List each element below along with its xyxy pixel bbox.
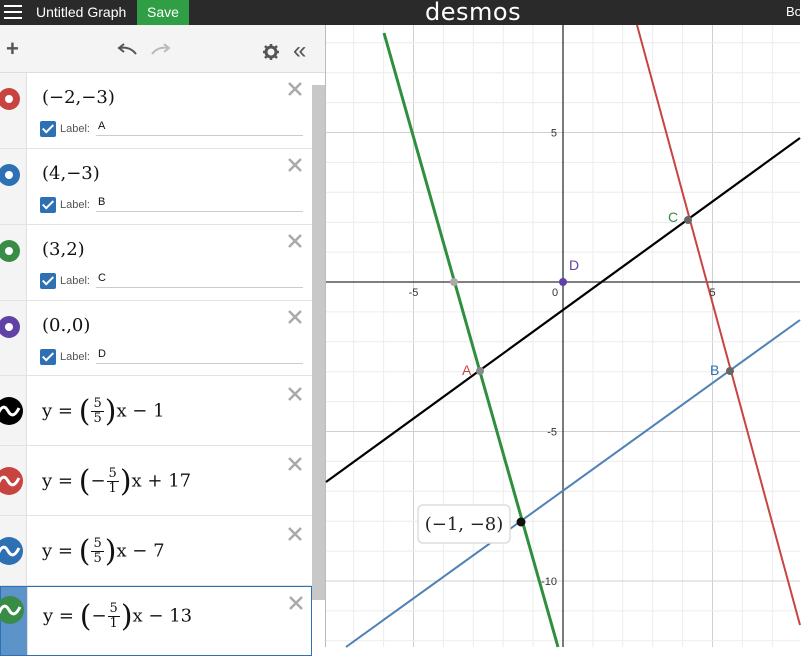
expression-math[interactable] xyxy=(43,599,192,634)
open-paren: ( xyxy=(78,394,91,429)
top-bar xyxy=(0,0,800,25)
label-row xyxy=(40,196,106,213)
expression-line-black[interactable] xyxy=(0,376,312,446)
label-row xyxy=(40,272,106,289)
math-lhs: y = xyxy=(42,540,73,562)
close-paren: ) xyxy=(104,534,117,569)
label-checkbox[interactable] xyxy=(40,349,56,365)
label-text: Label: xyxy=(60,122,90,135)
point-marker xyxy=(476,367,484,375)
point-marker xyxy=(726,367,734,375)
expression-tab[interactable] xyxy=(0,376,27,445)
numerator: 5 xyxy=(108,466,117,481)
close-paren: ) xyxy=(120,599,133,634)
graph-points xyxy=(450,209,734,527)
expression-tab[interactable] xyxy=(0,149,27,224)
expression-tab[interactable] xyxy=(0,73,27,148)
label-row xyxy=(40,120,106,137)
close-icon[interactable] xyxy=(287,81,303,97)
denominator: 5 xyxy=(93,411,102,426)
close-icon[interactable] xyxy=(287,309,303,325)
x-tick-label: 5 xyxy=(709,287,716,299)
point-marker xyxy=(684,216,692,224)
math-sign: − xyxy=(90,470,106,492)
open-paren: ( xyxy=(78,464,91,499)
line-green xyxy=(384,33,558,647)
point-label: D xyxy=(569,257,580,273)
label-row xyxy=(40,348,106,365)
expression-line-green[interactable] xyxy=(0,586,312,656)
fraction xyxy=(108,602,120,631)
expression-list xyxy=(0,73,325,647)
gear-icon[interactable] xyxy=(263,44,279,60)
line-style-icon[interactable] xyxy=(0,396,24,426)
math-rhs: x − 1 xyxy=(116,400,165,422)
label-input[interactable]: C xyxy=(96,272,303,288)
math-rhs: x − 7 xyxy=(116,540,165,562)
expression-math[interactable] xyxy=(42,394,165,429)
point-color-icon[interactable] xyxy=(0,164,20,186)
label-input[interactable]: B xyxy=(96,196,303,212)
scrollbar-thumb[interactable] xyxy=(312,85,325,600)
expression-point-b[interactable] xyxy=(0,149,312,225)
close-icon[interactable] xyxy=(287,233,303,249)
add-expression-icon[interactable]: + xyxy=(6,36,19,61)
close-icon[interactable] xyxy=(287,456,303,472)
expression-math[interactable]: (4,−3) xyxy=(42,163,100,184)
math-lhs: y = xyxy=(42,400,73,422)
expression-math[interactable]: (0.,0) xyxy=(42,315,91,336)
account-link[interactable]: Bo xyxy=(786,4,802,19)
close-icon[interactable] xyxy=(287,157,303,173)
label-input[interactable]: A xyxy=(96,120,303,136)
expression-toolbar xyxy=(0,25,325,73)
intersection-point xyxy=(517,518,526,527)
label-checkbox[interactable] xyxy=(40,121,56,137)
close-paren: ) xyxy=(104,394,117,429)
point-label: C xyxy=(668,209,679,225)
intersection-tooltip[interactable] xyxy=(418,505,510,543)
line-style-icon[interactable] xyxy=(0,466,24,496)
expression-math[interactable]: (3,2) xyxy=(42,239,85,260)
expression-point-c[interactable] xyxy=(0,225,312,301)
label-text: Label: xyxy=(60,274,90,287)
expression-line-red[interactable] xyxy=(0,446,312,516)
graph-canvas[interactable] xyxy=(326,25,800,647)
expression-tab[interactable] xyxy=(0,446,27,515)
math-lhs: y = xyxy=(43,605,74,627)
fraction xyxy=(91,537,103,566)
y-tick-label: -10 xyxy=(541,576,557,588)
denominator: 1 xyxy=(109,616,118,631)
label-text: Label: xyxy=(60,198,90,211)
denominator: 1 xyxy=(108,481,117,496)
hamburger-menu-icon[interactable] xyxy=(4,5,22,20)
axes xyxy=(326,25,800,647)
math-rhs: x + 17 xyxy=(131,470,192,492)
x-tick-label: 0 xyxy=(551,287,559,299)
redo-icon[interactable] xyxy=(150,42,170,56)
y-tick-label: 5 xyxy=(550,127,557,140)
point-color-icon[interactable] xyxy=(0,316,20,338)
math-lhs: y = xyxy=(42,470,73,492)
expression-math[interactable] xyxy=(42,534,165,569)
expression-math[interactable] xyxy=(42,464,191,499)
denominator: 5 xyxy=(93,551,102,566)
close-paren: ) xyxy=(119,464,132,499)
expression-line-blue[interactable] xyxy=(0,516,312,586)
save-button[interactable]: Save xyxy=(137,0,189,25)
close-icon[interactable] xyxy=(287,526,303,542)
line-red xyxy=(637,25,800,625)
numerator: 5 xyxy=(93,536,102,551)
point-color-icon[interactable] xyxy=(0,88,20,110)
point-color-icon[interactable] xyxy=(0,240,20,262)
fraction xyxy=(107,467,119,496)
expression-tab[interactable] xyxy=(0,301,27,375)
label-checkbox[interactable] xyxy=(40,273,56,289)
line-style-icon[interactable] xyxy=(0,595,25,625)
tooltip-text: (−1, −8) xyxy=(424,514,504,535)
open-paren: ( xyxy=(79,599,92,634)
math-sign: − xyxy=(91,605,107,627)
undo-icon[interactable] xyxy=(118,42,138,56)
fraction xyxy=(91,397,103,426)
x-tick-label: -5 xyxy=(408,287,419,299)
point-label: B xyxy=(710,362,720,378)
math-rhs: x − 13 xyxy=(132,605,193,627)
expression-point-a[interactable] xyxy=(0,73,312,149)
expression-tab[interactable] xyxy=(0,516,27,585)
y-tick-label: -5 xyxy=(547,426,557,439)
numerator: 5 xyxy=(109,601,118,616)
axis-intercept-marker xyxy=(450,278,458,286)
line-style-icon[interactable] xyxy=(0,536,24,566)
label-text: Label: xyxy=(60,350,90,363)
expression-math[interactable]: (−2,−3) xyxy=(42,87,115,108)
expression-tab[interactable] xyxy=(1,587,28,655)
open-paren: ( xyxy=(78,534,91,569)
graph-title[interactable]: Untitled Graph xyxy=(36,4,127,20)
numerator: 5 xyxy=(93,396,102,411)
close-icon[interactable] xyxy=(287,386,303,402)
collapse-list-icon[interactable]: « xyxy=(293,37,307,64)
expression-point-d[interactable] xyxy=(0,301,312,376)
expression-tab[interactable] xyxy=(0,225,27,300)
point-marker xyxy=(559,278,567,286)
desmos-logo: desmos xyxy=(425,0,522,26)
point-label: A xyxy=(462,362,472,378)
label-checkbox[interactable] xyxy=(40,197,56,213)
label-input[interactable]: D xyxy=(96,348,303,364)
close-icon[interactable] xyxy=(288,595,304,611)
